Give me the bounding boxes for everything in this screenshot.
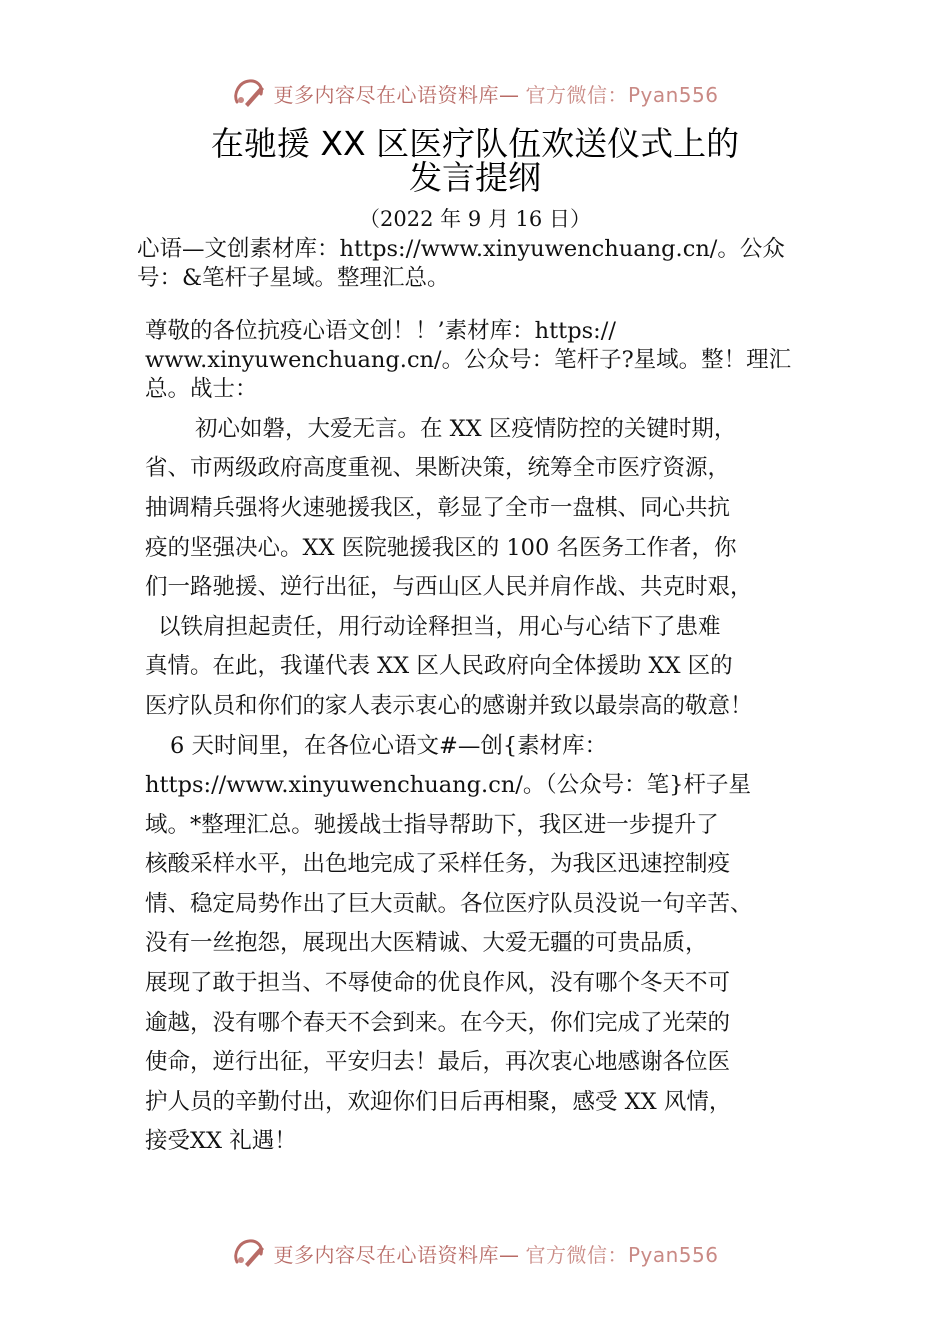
document-title-line-1: 在驰援 XX 区医疗队伍欢送仪式上的 — [210, 124, 740, 163]
body-line: 接受XX 礼遇！ — [145, 1128, 297, 1154]
body-line: 护人员的辛勤付出，欢迎你们日后再相聚，感受 XX 风情， — [145, 1089, 732, 1115]
body-line: www.xinyuwenchuang.cn/。公众号：笔杆子?星域。整！理汇 — [145, 347, 792, 373]
body-line: 真情。在此，我谨代表 XX 区人民政府向全体援助 XX 区的 — [145, 653, 733, 679]
body-line: 心语—文创素材库：https://www.xinyuwenchuang.cn/。公众 — [137, 236, 785, 262]
body-line: 省、市两级政府高度重视、果断决策，统筹全市医疗资源， — [145, 455, 731, 481]
body-line: 情、稳定局势作出了巨大贡献。各位医疗队员没说一句辛苦、 — [145, 891, 753, 917]
body-line: 初心如磐，大爱无言。在 XX 区疫情防控的关键时期， — [195, 416, 737, 442]
body-line: 使命，逆行出征，平安归去！最后，再次衷心地感谢各位医 — [145, 1049, 731, 1075]
body-line: 展现了敢于担当、不辱使命的优良作风，没有哪个冬天不可 — [145, 970, 731, 996]
document-title-line-2: 发言提纲 — [409, 158, 541, 197]
body-line: 6 天时间里，在各位心语文#—创{素材库： — [170, 733, 608, 759]
document-date: （2022 年 9 月 16 日） — [359, 207, 591, 231]
body-line: 疫的坚强决心。XX 医院驰援我区的 100 名医务工作者，你 — [145, 535, 737, 561]
body-line: 们一路驰援、逆行出征，与西山区人民并肩作战、共克时艰， — [145, 574, 753, 600]
watermark-text: 更多内容尽在心语资料库— — [273, 82, 520, 107]
watermark-banner-bottom — [0, 1236, 950, 1270]
body-line: https://www.xinyuwenchuang.cn/。（公众号：笔}杆子星 — [145, 772, 751, 798]
body-line: 没有一丝抱怨，展现出大医精诚、大爱无疆的可贵品质， — [145, 930, 708, 956]
watermark-wechat: 官方微信：Pyan556 — [525, 82, 719, 107]
writing-hand-logo-icon — [231, 76, 267, 110]
body-line: 抽调精兵强将火速驰援我区，彰显了全市一盘棋、同心共抗 — [145, 495, 731, 521]
watermark-text: 更多内容尽在心语资料库— — [273, 1242, 520, 1267]
body-line: 核酸采样水平，出色地完成了采样任务，为我区迅速控制疫 — [145, 851, 731, 877]
writing-hand-logo-icon — [231, 1236, 267, 1270]
body-line: 以铁肩担起责任，用行动诠释担当，用心与心结下了患难 — [158, 614, 721, 640]
watermark-banner-top — [0, 76, 950, 110]
body-line: 医疗队员和你们的家人表示衷心的感谢并致以最崇高的敬意！ — [145, 693, 753, 719]
watermark-wechat: 官方微信：Pyan556 — [525, 1242, 719, 1267]
body-line: 逾越，没有哪个春天不会到来。在今天，你们完成了光荣的 — [145, 1010, 731, 1036]
body-line: 总。战士： — [145, 376, 258, 402]
body-line: 尊敬的各位抗疫心语文创！！’素材库：https:// — [145, 318, 616, 344]
body-line: 号：&笔杆子星域。整理汇总。 — [137, 265, 450, 291]
body-line: 域。*整理汇总。驰援战士指导帮助下，我区进一步提升了 — [145, 812, 719, 838]
